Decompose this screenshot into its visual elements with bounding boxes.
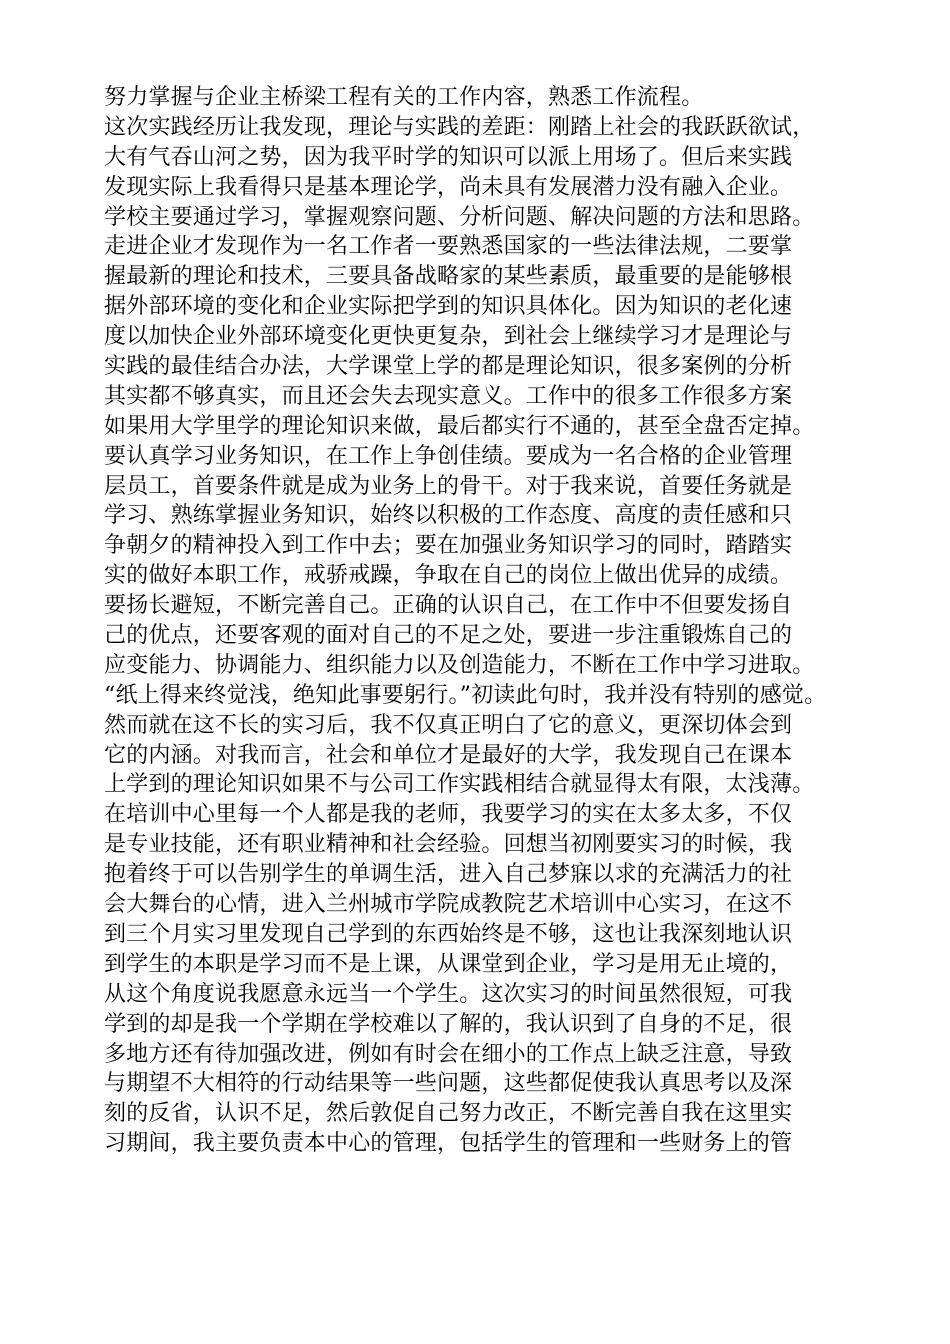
text-line: 握最新的理论和技术，三要具备战略家的某些素质，最重要的是能够根 [104,264,793,290]
text-line: 这次实践经历让我发现，理论与实践的差距：刚踏上社会的我跃跃欲试， [104,114,815,140]
text-line: 习期间，我主要负责本中心的管理，包括学生的管理和一些财务上的管 [104,1131,793,1157]
text-line: 其实都不够真实，而且还会失去现实意义。工作中的很多工作很多方案 [104,383,793,409]
text-line: 实的做好本职工作，戒骄戒躁，争取在自己的岗位上做出优异的成绩。 [104,563,793,589]
text-line: 应变能力、协调能力、组织能力以及创造能力，不断在工作中学习进取。 [104,652,815,678]
text-line: 学到的却是我一个学期在学校难以了解的，我认识到了自身的不足，很 [104,1011,793,1037]
text-line: 在培训中心里每一个人都是我的老师，我要学习的实在太多太多，不仅 [104,802,793,828]
text-line: 学校主要通过学习，掌握观察问题、分析问题、解决问题的方法和思路。 [104,204,815,230]
text-line: 发现实际上我看得只是基本理论学，尚未具有发展潜力没有融入企业。 [104,174,793,200]
text-line: 它的内涵。对我而言，社会和单位才是最好的大学，我发现自己在课本 [104,742,793,768]
text-line: 争朝夕的精神投入到工作中去；要在加强业务知识学习的同时，踏踏实 [104,533,793,559]
text-line: 抱着终于可以告别学生的单调生活，进入自己梦寐以求的充满活力的社 [104,862,793,888]
text-line: 到三个月实习里发现自己学到的东西始终是不够，这也让我深刻地认识 [104,921,793,947]
text-line: 大有气吞山河之势，因为我平时学的知识可以派上用场了。但后来实践 [104,144,793,170]
text-line: 要认真学习业务知识，在工作上争创佳绩。要成为一名合格的企业管理 [104,443,793,469]
text-line: “纸上得来终觉浅，绝知此事要躬行。”初读此句时，我并没有特别的感觉。 [104,682,827,708]
text-line: 从这个角度说我愿意永远当一个学生。这次实习的时间虽然很短，可我 [104,981,793,1007]
text-line: 据外部环境的变化和企业实际把学到的知识具体化。因为知识的老化速 [104,294,793,320]
text-line: 如果用大学里学的理论知识来做，最后都实行不通的，甚至全盘否定掉。 [104,413,815,439]
text-line: 走进企业才发现作为一名工作者一要熟悉国家的一些法律法规，二要掌 [104,234,793,260]
text-line: 己的优点，还要客观的面对自己的不足之处，要进一步注重锻炼自己的 [104,623,793,649]
text-line: 会大舞台的心情，进入兰州城市学院成教院艺术培训中心实习，在这不 [104,892,793,918]
text-line: 刻的反省，认识不足，然后敦促自己努力改正，不断完善自我在这里实 [104,1101,793,1127]
text-line: 是专业技能，还有职业精神和社会经验。回想当初刚要实习的时候，我 [104,832,793,858]
text-line: 上学到的理论知识如果不与公司工作实践相结合就显得太有限，太浅薄。 [104,772,815,798]
text-line: 与期望不大相符的行动结果等一些问题，这些都促使我认真思考以及深 [104,1071,793,1097]
text-line: 要扬长避短，不断完善自己。正确的认识自己，在工作中不但要发扬自 [104,593,793,619]
text-line: 学习、熟练掌握业务知识，始终以积极的工作态度、高度的责任感和只 [104,503,793,529]
text-line: 到学生的本职是学习而不是上课，从课堂到企业，学习是用无止境的， [104,951,793,977]
body-text [104,83,944,1159]
text-line: 度以加快企业外部环境变化更快更复杂，到社会上继续学习才是理论与 [104,324,793,350]
text-line: 努力掌握与企业主桥梁工程有关的工作内容，熟悉工作流程。 [104,85,704,110]
text-line: 实践的最佳结合办法，大学课堂上学的都是理论知识，很多案例的分析 [104,354,793,380]
text-line: 层员工，首要条件就是成为业务上的骨干。对于我来说，首要任务就是 [104,473,793,499]
text-line: 多地方还有待加强改进，例如有时会在细小的工作点上缺乏注意，导致 [104,1041,793,1067]
text-line: 然而就在这不长的实习后，我不仅真正明白了它的意义，更深切体会到 [104,712,793,738]
